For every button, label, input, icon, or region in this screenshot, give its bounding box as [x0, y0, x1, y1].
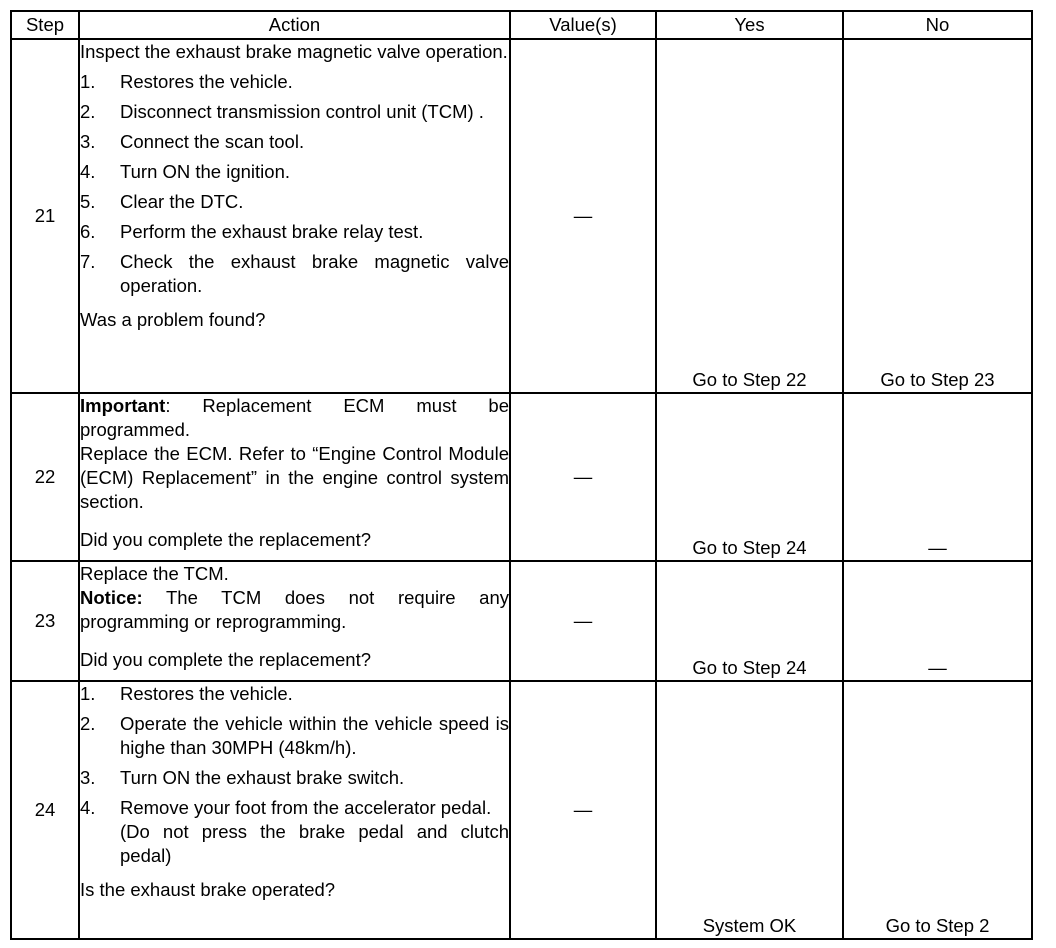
header-values: Value(s) [510, 11, 656, 39]
list-item: 4. Turn ON the ignition. [80, 161, 291, 182]
action-text: Replace the ECM. Refer to “Engine Control Module (ECM) Replacement” in the engine control system section. [80, 443, 509, 512]
table-row [11, 681, 1032, 939]
list-item: 4. Remove your foot from the accelerator pedal. (Do not press the brake pedal and clutch pedal) [80, 797, 509, 866]
step-number: 24 [11, 681, 79, 939]
table-row [11, 393, 1032, 561]
no-cell: Go to Step 23 [843, 39, 1032, 393]
no-cell: — [843, 561, 1032, 681]
action-cell [79, 681, 510, 939]
list-item: 5. Clear the DTC. [80, 191, 244, 212]
step-number: 23 [11, 561, 79, 681]
header-row [11, 11, 1032, 39]
header-step: Step [11, 11, 79, 39]
list-item: 3. Connect the scan tool. [80, 131, 305, 152]
action-text: Replace the TCM. [80, 563, 229, 584]
action-cell [79, 561, 510, 681]
list-item: 7. Check the exhaust brake magnetic valve operation. [80, 251, 509, 296]
diagnostic-table [10, 10, 1033, 940]
action-question: Was a problem found? [80, 309, 266, 330]
notice-note [80, 586, 509, 634]
step-number: 22 [11, 393, 79, 561]
action-question: Is the exhaust brake operated? [80, 879, 336, 900]
value-cell: — [510, 681, 656, 939]
table-row [11, 561, 1032, 681]
action-cell [79, 39, 510, 393]
action-intro: Inspect the exhaust brake magnetic valve operation. [80, 41, 508, 62]
header-no: No [843, 11, 1032, 39]
yes-cell: Go to Step 24 [656, 561, 843, 681]
value-cell: — [510, 393, 656, 561]
yes-cell: Go to Step 22 [656, 39, 843, 393]
table-row [11, 39, 1032, 393]
list-item: 3. Turn ON the exhaust brake switch. [80, 767, 405, 788]
action-steps [80, 682, 509, 868]
action-question: Did you complete the replacement? [80, 529, 372, 550]
notice-text: The TCM does not require any programming or reprogramming. [80, 587, 509, 632]
list-item: 2. Operate the vehicle within the vehicle speed is highe than 30MPH (48km/h). [80, 713, 509, 758]
action-steps [80, 70, 509, 298]
yes-cell: System OK [656, 681, 843, 939]
value-cell: — [510, 561, 656, 681]
no-cell: — [843, 393, 1032, 561]
important-note [80, 394, 509, 442]
list-item: 1. Restores the vehicle. [80, 71, 293, 92]
important-label: Important [80, 395, 166, 416]
value-cell: — [510, 39, 656, 393]
list-item: 2. Disconnect transmission control unit (TCM) . [80, 101, 484, 122]
header-action: Action [79, 11, 510, 39]
notice-label: Notice: [80, 587, 143, 608]
list-item: 1. Restores the vehicle. [80, 683, 293, 704]
no-cell: Go to Step 2 [843, 681, 1032, 939]
action-cell [79, 393, 510, 561]
header-yes: Yes [656, 11, 843, 39]
step-number: 21 [11, 39, 79, 393]
action-question: Did you complete the replacement? [80, 649, 372, 670]
yes-cell: Go to Step 24 [656, 393, 843, 561]
important-text: : Replacement ECM must be programmed. [80, 395, 509, 440]
list-item: 6. Perform the exhaust brake relay test. [80, 221, 424, 242]
